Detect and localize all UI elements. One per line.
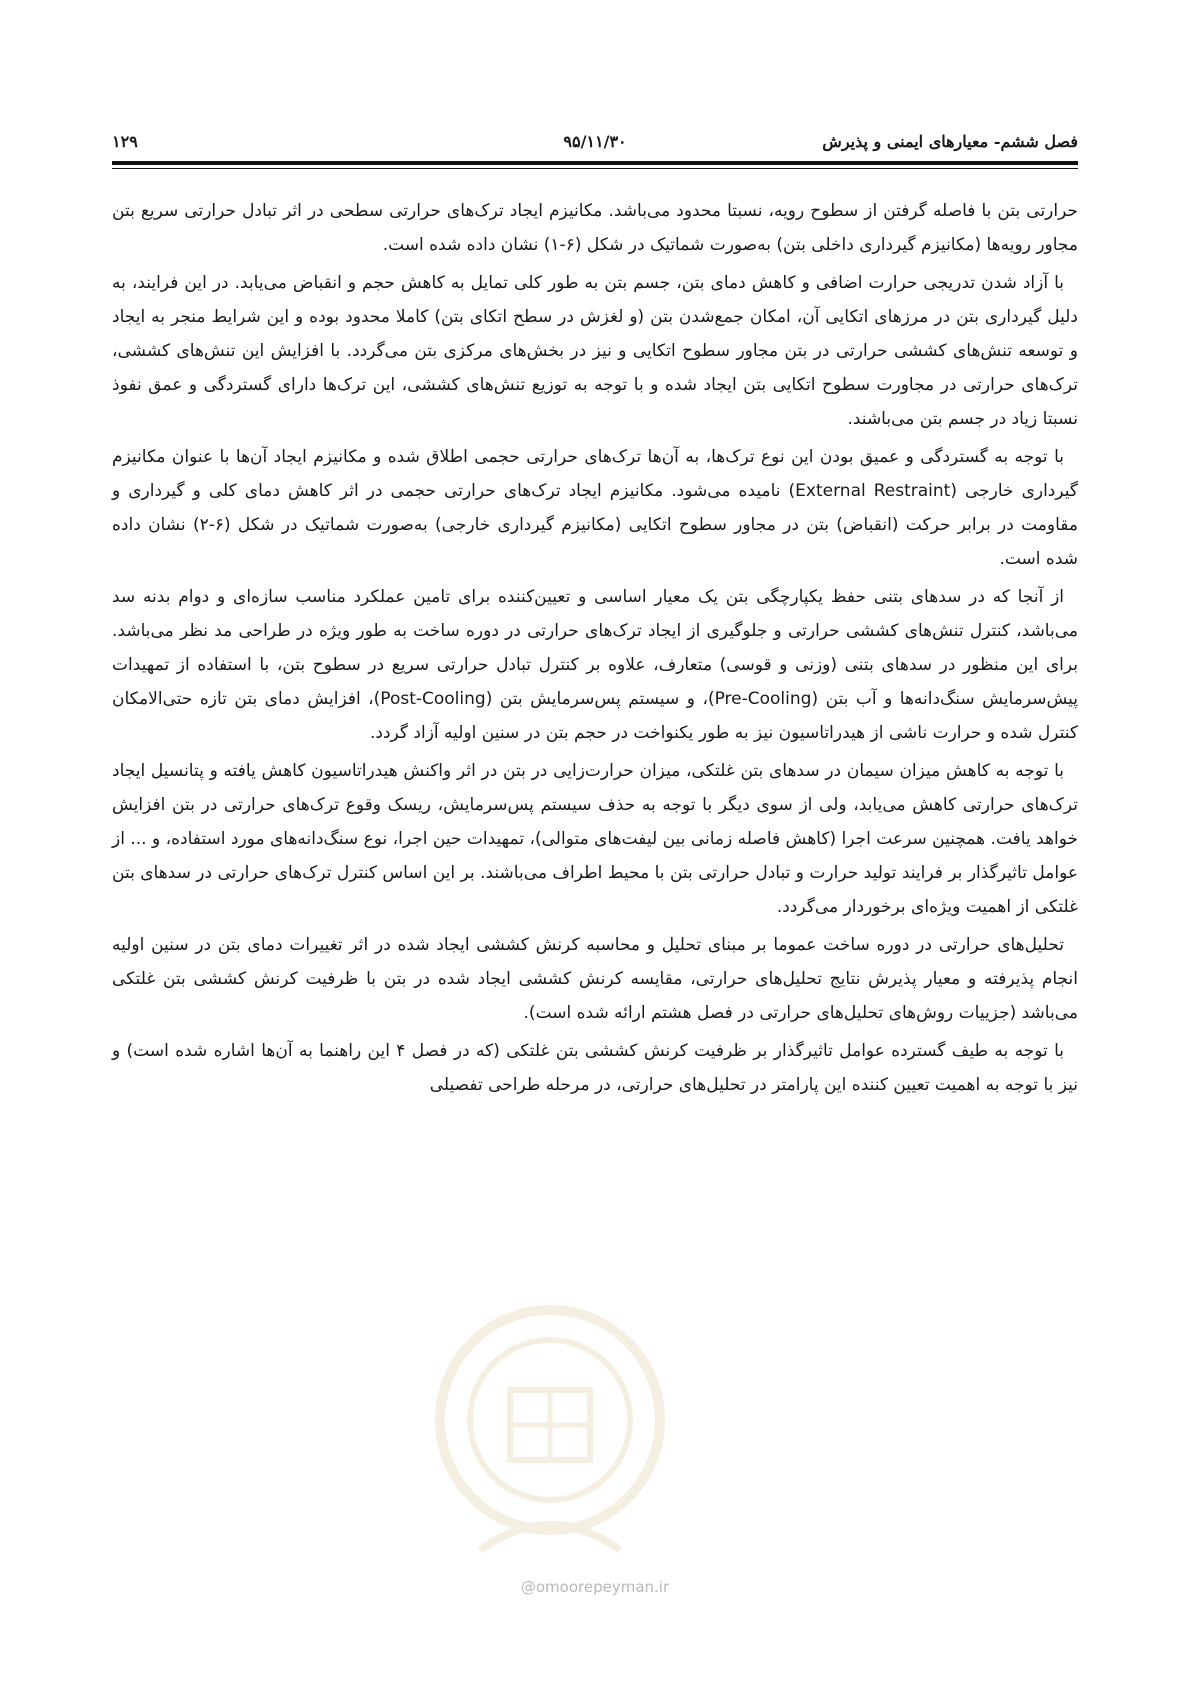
paragraph: با توجه به طیف گسترده عوامل تاثیرگذار بر ظرفیت کرنش کششی بتن غلتکی (که در فصل ۴ این راهنما به آن‌ها اشاره شده است) و نیز با توجه به اهمیت تعیین کننده این پارامتر در تحلیل‌های حرارتی، در مرحله طراحی تفصیلی	[112, 1041, 1078, 1095]
chapter-title: فصل ششم- معیارهای ایمنی و پذیرش	[822, 132, 1078, 151]
page-header	[112, 128, 1078, 156]
paragraph: با توجه به کاهش میزان سیمان در سدهای بتن غلتکی، میزان حرارت‌زایی در بتن در اثر واکنش هیدراتاسیون کاهش یافته و پتانسیل ایجاد ترک‌های حرارتی کاهش می‌یابد، ولی از سوی دیگر با توجه به حذف سیستم پس‌سرمایش، ریسک وقوع ترک‌های حرارتی در بتن افزایش خواهد یافت. همچنین سرعت اجرا (کاهش فاصله زمانی بین لیفت‌های متوالی)، تمهیدات حین اجرا، نوع سنگ‌دانه‌های مورد استفاده، و ... از عوامل تاثیرگذار بر فرایند تولید حرارت و تبادل حرارتی بتن با محیط اطراف می‌باشند. بر این اساس کنترل ترک‌های حرارتی در سدهای بتن غلتکی از اهمیت ویژه‌ای برخوردار می‌گردد.	[112, 761, 1078, 917]
header-rule-thick	[112, 161, 1078, 165]
body-text	[112, 194, 1078, 1106]
watermark-seal-icon	[420, 1300, 680, 1580]
paragraph: با توجه به گستردگی و عمیق بودن این نوع ترک‌ها، به آن‌ها ترک‌های حرارتی حجمی اطلاق شده و مکانیزم ایجاد آن‌ها با عنوان مکانیزم گیرداری خارجی (External Restraint) نامیده می‌شود. مکانیزم ایجاد ترک‌های حرارتی حجمی در اثر کاهش دمای کلی و گیرداری و مقاومت در برابر حرکت (انقباض) بتن در مجاور سطوح اتکایی (مکانیزم گیرداری خارجی) به‌صورت شماتیک در شکل (۶-۲) نشان داده شده است.	[112, 447, 1078, 569]
page-number: ۱۲۹	[112, 132, 138, 151]
paragraph: حرارتی بتن با فاصله گرفتن از سطوح رویه، نسبتا محدود می‌باشد. مکانیزم ایجاد ترک‌های حرارتی سطحی در اثر تبادل حرارتی سریع بتن مجاور رویه‌ها (مکانیزم گیرداری داخلی بتن) به‌صورت شماتیک در شکل (۶-۱) نشان داده شده است.	[112, 201, 1078, 255]
paragraph: تحلیل‌های حرارتی در دوره ساخت عموما بر مبنای تحلیل و محاسبه کرنش کششی ایجاد شده در اثر تغییرات دمای بتن در سنین اولیه انجام پذیرفته و معیار پذیرش نتایج تحلیل‌های حرارتی، مقایسه کرنش کششی ایجاد شده در بتن با ظرفیت کرنش کششی بتن غلتکی می‌باشد (جزییات روش‌های تحلیل‌های حرارتی در فصل هشتم ارائه شده است).	[112, 935, 1078, 1023]
watermark-url: @omoorepeyman.ir	[520, 1578, 670, 1596]
paragraph: از آنجا که در سدهای بتنی حفظ یکپارچگی بتن یک معیار اساسی و تعیین‌کننده برای تامین عملکرد مناسب سازه‌ای و دوام بدنه سد می‌باشد، کنترل تنش‌های کششی حرارتی و جلوگیری از ایجاد ترک‌های حرارتی در دوره ساخت به طور ویژه در طراحی مد نظر می‌باشد. برای این منظور در سدهای بتنی (وزنی و قوسی) متعارف، علاوه بر کنترل تبادل حرارتی سریع در سطوح بتن، با استفاده از تمهیدات پیش‌سرمایش سنگ‌دانه‌ها و آب بتن (Pre-Cooling)، و سیستم پس‌سرمایش بتن (Post-Cooling)، افزایش دمای بتن تازه حتی‌الامکان کنترل شده و حرارت ناشی از هیدراتاسیون نیز به طور یکنواخت در حجم بتن در سنین اولیه آزاد گردد.	[112, 587, 1078, 743]
paragraph: با آزاد شدن تدریجی حرارت اضافی و کاهش دمای بتن، جسم بتن به طور کلی تمایل به کاهش حجم و انقباض می‌یابد. در این فرایند، به دلیل گیرداری بتن در مرزهای اتکایی آن، امکان جمع‌شدن بتن (و لغزش در سطح اتکای بتن) کاملا محدود بوده و این شرایط منجر به ایجاد و توسعه تنش‌های کششی حرارتی در بتن مجاور سطوح اتکایی و نیز در بخش‌های مرکزی بتن می‌گردد. با افزایش این تنش‌های کششی، ترک‌های حرارتی در مجاورت سطوح اتکایی بتن ایجاد شده و با توجه به توزیع تنش‌های کششی، این ترک‌ها دارای گستردگی و عمق نفوذ نسبتا زیاد در جسم بتن می‌باشند.	[112, 273, 1078, 429]
header-rule-thin	[112, 168, 1078, 169]
header-date: ۹۵/۱۱/۳۰	[563, 132, 627, 151]
